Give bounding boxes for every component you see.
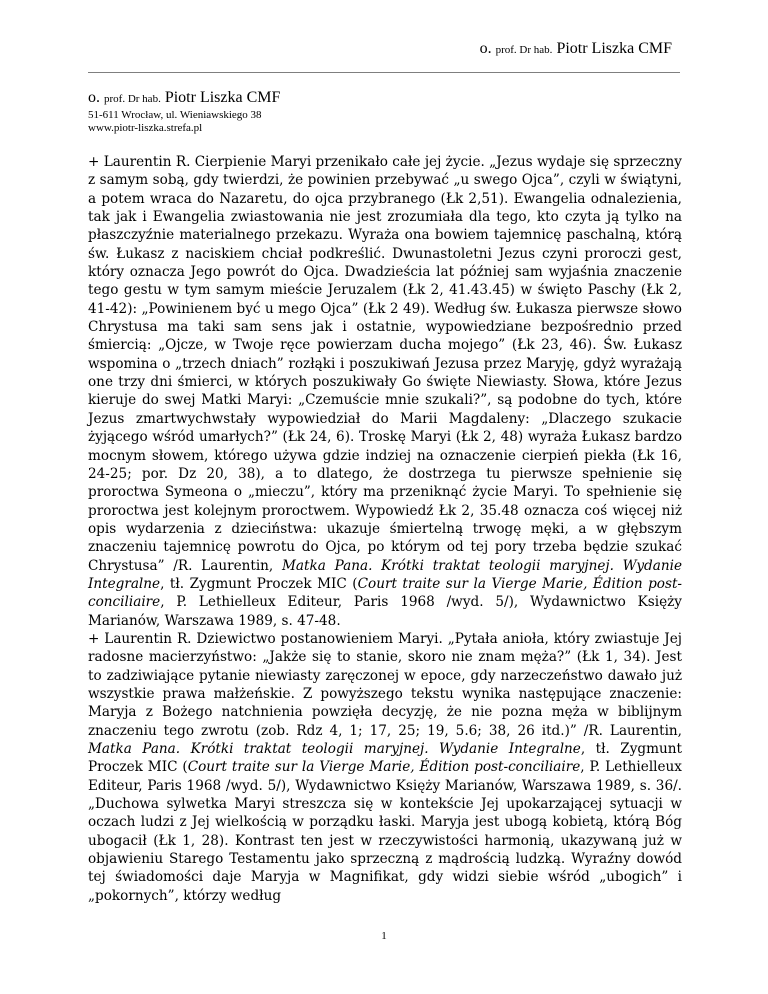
author-block xyxy=(88,88,280,135)
book-title: Matka Pana. Krótki traktat teologii maryjnej. Wydanie Integralne xyxy=(88,557,682,592)
author-website: www.piotr-liszka.strefa.pl xyxy=(88,122,203,134)
author-title: prof. Dr hab. xyxy=(104,93,161,105)
author-address: 51-611 Wrocław, ul. Wieniawskiego 38 xyxy=(88,109,262,121)
translator-info: , tł. Zygmunt Proczek MIC ( xyxy=(160,575,358,592)
entry-text: + Laurentin R. Cierpienie Maryi przenikało całe jej życie. „Jezus wydaje się sprzeczny z samym sobą, gdy twierdzi, że powinien przebywać „u swego Ojca”, czyli w świątyni, a potem wraca do Nazaretu, do ojca przybranego (Łk 2,51). Ewangelia odnalezienia, tak jak i Ewangelia zwiastowania nie jest zrozumiała dla tego, kto czyta ją tylko na płaszczyźnie materialnego przekazu. Wyraża ona bowiem tajemnicę paschalną, którą św. Łukasz z naciskiem chciał podkreślić. Dwunastoletni Jezus czyni proroczi gest, który oznacza Jego powrót do Ojca. Dwadzieścia lat później sam wyjaśnia znaczenie tego gestu w tym samym mieście Jeruzalem (Łk 2, 41.43.45) w święto Paschy (Łk 2, 41-42): „Powinienem być u mego Ojca” (Łk 2 49). Według św. Łukasza pierwsze słowo Chrystusa ma taki sam sens jak i ostatnie, wypowiedziane bezpośrednio przed śmiercią: „Ojcze, w Twoje ręce powierzam ducha mojego” (Łk 23, 46). Św. Łukasz wspomina o „trzech dniach” rozłąki i poszukiwań Jezusa przez Maryję, gdyż wyrażają one trzy dni śmierci, w których poszukiwały Go święte Niewiasty. Słowa, które Jezus kieruje do swej Matki Maryi: „Czemuście mnie szukali?”, są podobne do tych, które Jezus zmartwychwstały wypowiedział do Marii Magdaleny: „Dlaczego szukacie żyjącego wśród umarłych?” (Łk 24, 6). Troskę Maryi (Łk 2, 48) wyraża Łukasz bardzo mocnym słowem, którego używa gdzie indziej na oznaczenie cierpień piekła (Łk 16, 24-25; por. Dz 20, 38), a to dlatego, że dostrzega tu pierwsze spełnienie się proroctwa Symeona o „mieczu”, który ma przeniknąć życie Maryi. To spełnienie się proroctwa jest kolejnym proroctwem. Wypowiedź Łk 2, 35.48 oznacza coś więcej niż opis wydarzenia z dzieciństwa: ukazuje śmiertelną trwogę męki, a w głębszym znaczeniu tajemnicę powrotu do Ojca, po którym od tej pory trzeba będzie szukać Chrystusa” /R. Laurentin, xyxy=(88,154,682,574)
running-header xyxy=(480,40,672,58)
header-name: Piotr Liszka CMF xyxy=(556,40,672,57)
entry-continuation: „Duchowa sylwetka Maryi streszcza się w kontekście Jej upokarzającej sytuacji w oczach ludzi z Jej wielkością w porządku łaski. Maryja jest ubogą kobietą, którą Bóg ubogacił (Łk 1, 28). Kontrast ten jest w rzeczywistości harmonią, ukazywaną już w objawieniu Starego Testamentu jako sprzeczną z mądrością ludzką. Wyraźny dowód tej świadomości daje Maryja w Magnifikat, gdy widzi siebie wśród „ubogich” i „pokornych”, którzy według xyxy=(88,796,682,904)
translator-info: , tł. Zygmunt Proczek MIC ( xyxy=(88,741,682,776)
original-title: Court traite sur la Vierge Marie, Édition post-conciliaire xyxy=(187,759,581,776)
entry-text: + Laurentin R. Dziewictwo postanowieniem Maryi. „Pytała anioła, który zwiastuje Jej radosne macierzyństwo: „Jakże się to stanie, skoro nie znam męża?” (Łk 1, 34). Jest to zadziwiające pytanie niewiasty zaręczonej w epoce, gdy narzeczeństwo dawało już wszystkie prawa małżeńskie. Z powyższego tekstu wynika następujące znaczenie: Maryja z Bożego natchnienia powzięła decyzję, że nie pozna męża w biblijnym znaczeniu tego zwrotu (zob. Rdz 4, 1; 17, 25; 19, 5.6; 38, 26 itd.)” /R. Laurentin, xyxy=(88,630,682,739)
body-text xyxy=(88,153,682,905)
entry-paragraph xyxy=(88,630,682,905)
author-name: Piotr Liszka CMF xyxy=(164,89,281,106)
header-title: prof. Dr hab. xyxy=(495,44,553,56)
page-number: 1 xyxy=(381,930,387,942)
entry-paragraph xyxy=(88,153,682,630)
header-prefix: o. xyxy=(479,40,492,57)
author-prefix: o. xyxy=(88,89,100,106)
original-title: Court traite sur la Vierge Marie, Édition post-conciliaire xyxy=(88,575,682,611)
publisher-info: , P. Lethielleux Editeur, Paris 1968 /wyd. 5/), Wydawnictwo Księży Marianów, Warszawa 1989, s. 47-48. xyxy=(88,594,682,629)
header-rule xyxy=(88,72,680,73)
publisher-info: , P. Lethielleux Editeur, Paris 1968 /wyd. 5/), Wydawnictwo Księży Marianów, Warszawa 1989, s. 36/. xyxy=(88,759,682,794)
author-name-line xyxy=(88,88,280,109)
book-title: Matka Pana. Krótki traktat teologii maryjnej. Wydanie Integralne xyxy=(88,741,581,757)
